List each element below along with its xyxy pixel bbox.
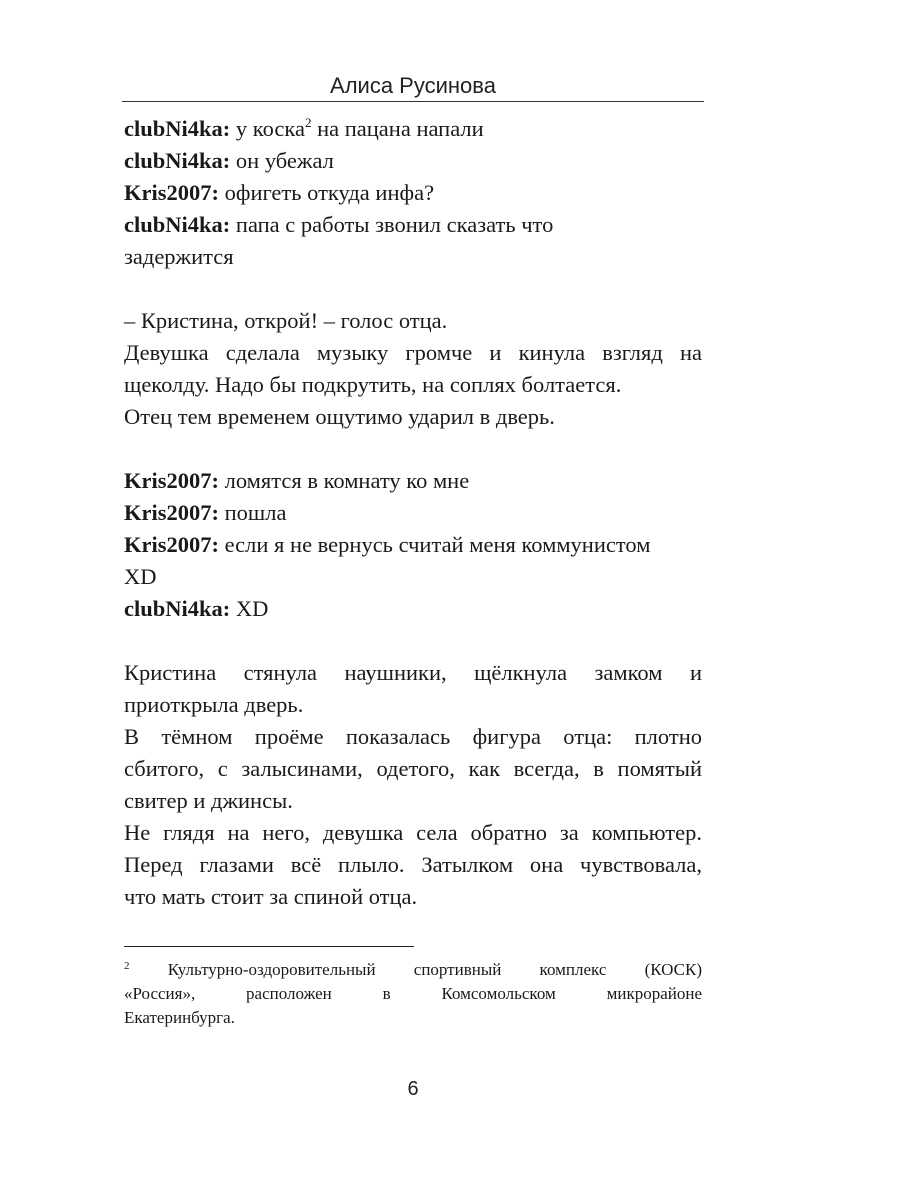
paragraph-gap [124, 273, 702, 305]
footnote [124, 958, 702, 1030]
chat-nick: Kris2007: [124, 468, 219, 493]
chat-nick: clubNi4ka: [124, 596, 231, 621]
chat-message: XD [230, 596, 269, 621]
chat-message-tail: на пацана напали [311, 116, 484, 141]
prose-line: что мать стоит за спиной отца. [124, 884, 418, 909]
page-number: 6 [407, 1078, 419, 1100]
chat-nick: clubNi4ka: [124, 212, 231, 237]
footnote-rule [124, 946, 414, 947]
chat-line [124, 497, 702, 529]
paragraph-gap [124, 625, 702, 657]
chat-line [124, 113, 702, 145]
prose-line: Перед глазами всё плыло. Затылком она чувствовала, [124, 852, 702, 877]
paragraph-gap [124, 433, 702, 465]
footnote-line: «Россия», расположен в Комсомольском микрорайоне [124, 984, 702, 1003]
footnote-line [124, 958, 702, 982]
chat-message: он убежал [230, 148, 334, 173]
footnote-reference[interactable]: 2 [304, 115, 312, 130]
chat-line [124, 209, 702, 241]
prose-line: щеколду. Надо бы подкрутить, на соплях болтается. [124, 372, 622, 397]
running-title: Алиса Русинова [330, 73, 496, 98]
prose-line: Не глядя на него, девушка села обратно за компьютер. [124, 820, 702, 845]
chat-message: если я не вернусь считай меня коммунистом [219, 532, 651, 557]
chat-line [124, 529, 702, 561]
chat-nick: Kris2007: [124, 500, 219, 525]
header-rule [122, 101, 704, 102]
prose-line: Девушка сделала музыку громче и кинула взгляд на [124, 340, 702, 365]
chat-nick: clubNi4ka: [124, 116, 231, 141]
chat-line [124, 177, 702, 209]
footnote-text: Культурно-оздоровительный спортивный комплекс (КОСК) [129, 960, 702, 979]
chat-line [124, 593, 702, 625]
footnote-marker: 2 [124, 960, 130, 972]
footnote-line: Екатеринбурга. [124, 1008, 235, 1027]
chat-nick: clubNi4ka: [124, 148, 231, 173]
chat-line-continuation: задержится [124, 244, 234, 269]
chat-message: ломятся в комнату ко мне [219, 468, 470, 493]
chat-line-continuation: XD [124, 564, 157, 589]
page-body [124, 113, 702, 913]
prose-line: В тёмном проёме показалась фигура отца: плотно [124, 724, 702, 749]
prose-line: приоткрыла дверь. [124, 692, 304, 717]
prose-line: Кристина стянула наушники, щёлкнула замком и [124, 660, 702, 685]
chat-line [124, 145, 702, 177]
chat-message: папа с работы звонил сказать что [230, 212, 554, 237]
chat-message: офигеть откуда инфа? [219, 180, 435, 205]
prose-line: Отец тем временем ощутимо ударил в дверь. [124, 404, 555, 429]
prose-line: свитер и джинсы. [124, 788, 293, 813]
chat-message: пошла [219, 500, 287, 525]
prose-line: сбитого, с залысинами, одетого, как всегда, в помятый [124, 756, 702, 781]
chat-nick: Kris2007: [124, 532, 219, 557]
prose-line: – Кристина, открой! – голос отца. [124, 308, 448, 333]
chat-nick: Kris2007: [124, 180, 219, 205]
chat-line [124, 465, 702, 497]
chat-message: у коска [230, 116, 305, 141]
